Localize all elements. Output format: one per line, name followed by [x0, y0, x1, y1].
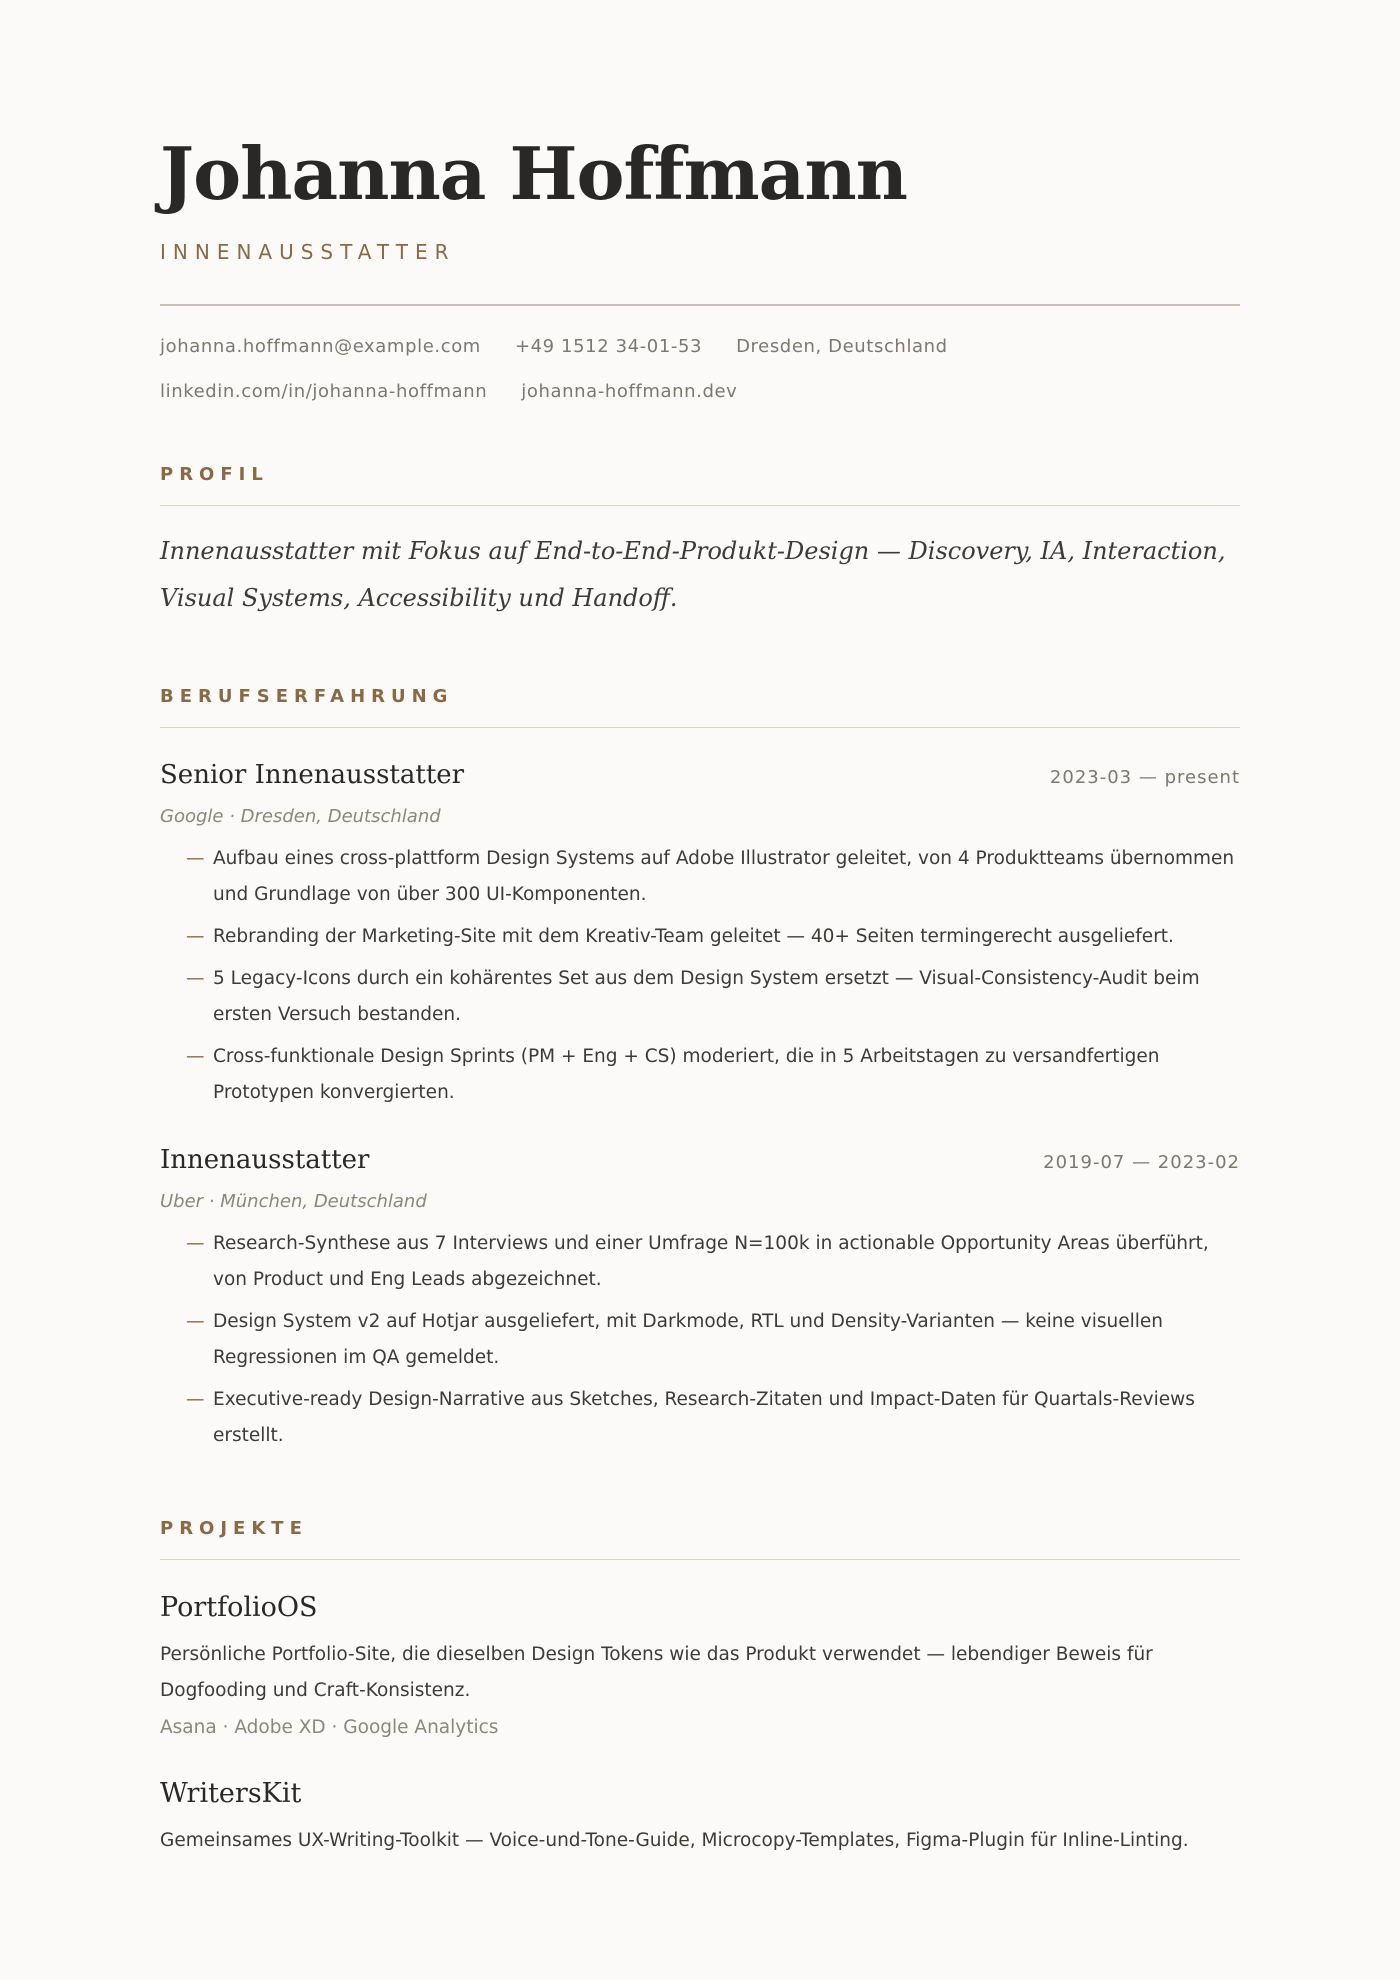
candidate-name: Johanna Hoffmann	[160, 131, 908, 216]
job-bullet: — Research-Synthese aus 7 Interviews und einer Umfrage N=100k in actionable Opportunity Areas überführt, von Product und Eng Leads abgezeichnet.	[160, 1226, 1240, 1298]
candidate-role: INNENAUSSTATTER	[160, 240, 456, 264]
dash-icon: —	[186, 926, 205, 947]
job-entry	[160, 1145, 1240, 1454]
section-projects	[160, 1518, 1240, 1859]
job-company-location: Uber · München, Deutschland	[160, 1191, 427, 1212]
contact-linkedin[interactable]: linkedin.com/in/johanna-hoffmann	[160, 381, 488, 402]
section-divider	[160, 505, 1240, 506]
dash-icon: —	[186, 1389, 205, 1410]
section-divider	[160, 727, 1240, 728]
dash-icon: —	[186, 1311, 205, 1332]
contact-phone[interactable]: +49 1512 34-01-53	[514, 336, 703, 357]
job-bullet: — Cross-funktionale Design Sprints (PM + Eng + CS) moderiert, die in 5 Arbeitstagen zu versandfertigen Prototypen konvergierten.	[160, 1039, 1240, 1111]
project-description: Gemeinsames UX-Writing-Toolkit — Voice-und-Tone-Guide, Microcopy-Templates, Figma-Plugin für Inline-Linting.	[160, 1830, 1189, 1851]
contact-website[interactable]: johanna-hoffmann.dev	[521, 381, 738, 402]
dash-icon: —	[186, 1046, 205, 1067]
job-header	[160, 760, 1240, 790]
job-bullet: — 5 Legacy-Icons durch ein kohärentes Set aus dem Design System ersetzt — Visual-Consistency-Audit beim ersten Versuch bestanden.	[160, 961, 1240, 1033]
section-title-profile: PROFIL	[160, 464, 269, 485]
job-title: Innenausstatter	[160, 1145, 370, 1175]
job-bullet: — Executive-ready Design-Narrative aus Sketches, Research-Zitaten und Impact-Daten für Quartals-Reviews erstellt.	[160, 1382, 1240, 1454]
job-bullet: — Rebranding der Marketing-Site mit dem Kreativ-Team geleitet — 40+ Seiten termingerecht ausgeliefert.	[160, 919, 1240, 955]
contact-row-1	[160, 336, 1240, 357]
job-title: Senior Innenausstatter	[160, 760, 465, 790]
project-entry	[160, 1778, 1240, 1859]
job-date: 2023-03 — present	[1049, 767, 1240, 788]
contact-row-2	[160, 381, 1240, 402]
dash-icon: —	[186, 1233, 205, 1254]
job-bullet: — Design System v2 auf Hotjar ausgeliefert, mit Darkmode, RTL und Density-Varianten — keine visuellen Regressionen im QA gemeldet.	[160, 1304, 1240, 1376]
project-title: WritersKit	[160, 1778, 302, 1809]
section-divider	[160, 1559, 1240, 1560]
job-bullets	[160, 1226, 1240, 1454]
project-title: PortfolioOS	[160, 1592, 318, 1623]
dash-icon: —	[186, 848, 205, 869]
job-entry	[160, 760, 1240, 1111]
job-company-location: Google · Dresden, Deutschland	[160, 806, 441, 827]
project-tech-stack: Asana · Adobe XD · Google Analytics	[160, 1717, 499, 1738]
section-experience	[160, 686, 1240, 1454]
contact-location: Dresden, Deutschland	[736, 336, 948, 357]
header-divider	[160, 304, 1240, 306]
resume-content	[160, 120, 1240, 1859]
section-profile	[160, 464, 1240, 622]
job-date: 2019-07 — 2023-02	[1043, 1152, 1240, 1173]
project-entry	[160, 1592, 1240, 1738]
section-title-experience: BERUFSERFAHRUNG	[160, 686, 454, 707]
contact-email[interactable]: johanna.hoffmann@example.com	[160, 336, 481, 357]
section-title-projects: PROJEKTE	[160, 1518, 308, 1539]
job-bullet: — Aufbau eines cross-plattform Design Systems auf Adobe Illustrator geleitet, von 4 Produktteams übernommen und Grundlage von über 300 UI-Komponenten.	[160, 841, 1240, 913]
job-bullets	[160, 841, 1240, 1111]
job-header	[160, 1145, 1240, 1175]
project-description: Persönliche Portfolio-Site, die dieselben Design Tokens wie das Produkt verwendet — lebendiger Beweis für Dogfooding und Craft-Konsistenz.	[160, 1644, 1153, 1701]
profile-summary: Innenausstatter mit Fokus auf End-to-End-Produkt-Design — Discovery, IA, Interaction, Visual Systems, Accessibility und Handoff.	[160, 537, 1226, 612]
dash-icon: —	[186, 968, 205, 989]
